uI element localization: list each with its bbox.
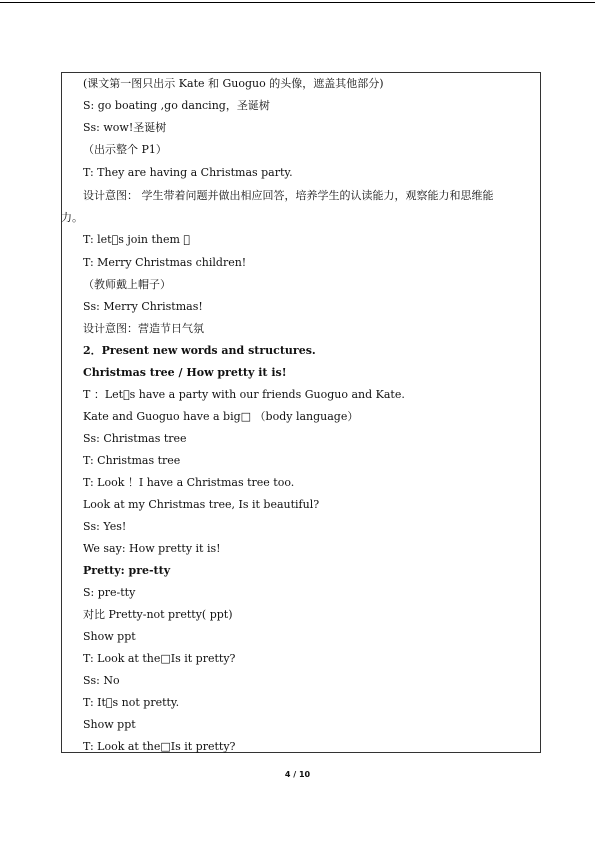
text-line: S: pre-tty <box>83 586 136 599</box>
text-line: T: Merry Christmas children! <box>83 256 247 269</box>
text-line: T: They are having a Christmas party. <box>83 166 293 179</box>
text-line: Show ppt <box>83 630 136 643</box>
text-line: （出示整个 P1） <box>83 143 167 156</box>
text-line: We say: How pretty it is! <box>83 542 221 555</box>
text-line: （教师戴上帽子） <box>83 278 171 291</box>
header-rule <box>0 2 595 3</box>
text-line: S: go boating ,go dancing，圣诞树 <box>83 99 270 112</box>
text-line: Ss: Christmas tree <box>83 432 187 445</box>
text-line: 对比 Pretty-not pretty( ppt) <box>83 608 233 621</box>
text-line: Look at my Christmas tree, Is it beautiful? <box>83 498 320 511</box>
text-line: T: Look at the□Is it pretty? <box>83 652 236 665</box>
page-number: 4 / 10 <box>284 770 311 779</box>
text-line: 力。 <box>61 211 83 224</box>
text-line: (课文第一图只出示 Kate 和 Guoguo 的头像，遮盖其他部分) <box>83 77 384 90</box>
text-line: Ss: No <box>83 674 120 687</box>
subheading: Christmas tree / How pretty it is! <box>83 366 287 379</box>
text-line: Ss: wow!圣诞树 <box>83 121 167 134</box>
section-heading: 2．Present new words and structures. <box>83 344 316 357</box>
text-line: Kate and Guoguo have a big□ （body language） <box>83 410 359 423</box>
text-line: 设计意图： 学生带着问题并做出相应回答，培养学生的认读能力，观察能力和思维能 <box>83 189 494 202</box>
text-line: Show ppt <box>83 718 136 731</box>
text-line: Ss: Merry Christmas! <box>83 300 203 313</box>
text-line: 设计意图：营造节日气氛 <box>83 322 204 335</box>
text-line: T ：Let s have a party with our friends Guoguo and Kate. <box>83 388 405 401</box>
text-line: T: Christmas tree <box>83 454 181 467</box>
text-line: T: let s join them ！ <box>83 233 191 246</box>
text-line: T: It s not pretty. <box>83 696 180 709</box>
text-line: T: Look ！I have a Christmas tree too. <box>83 476 295 489</box>
subheading: Pretty: pre-tty <box>83 564 171 577</box>
text-line: T: Look at the□Is it pretty? <box>83 740 236 753</box>
text-line: Ss: Yes! <box>83 520 127 533</box>
